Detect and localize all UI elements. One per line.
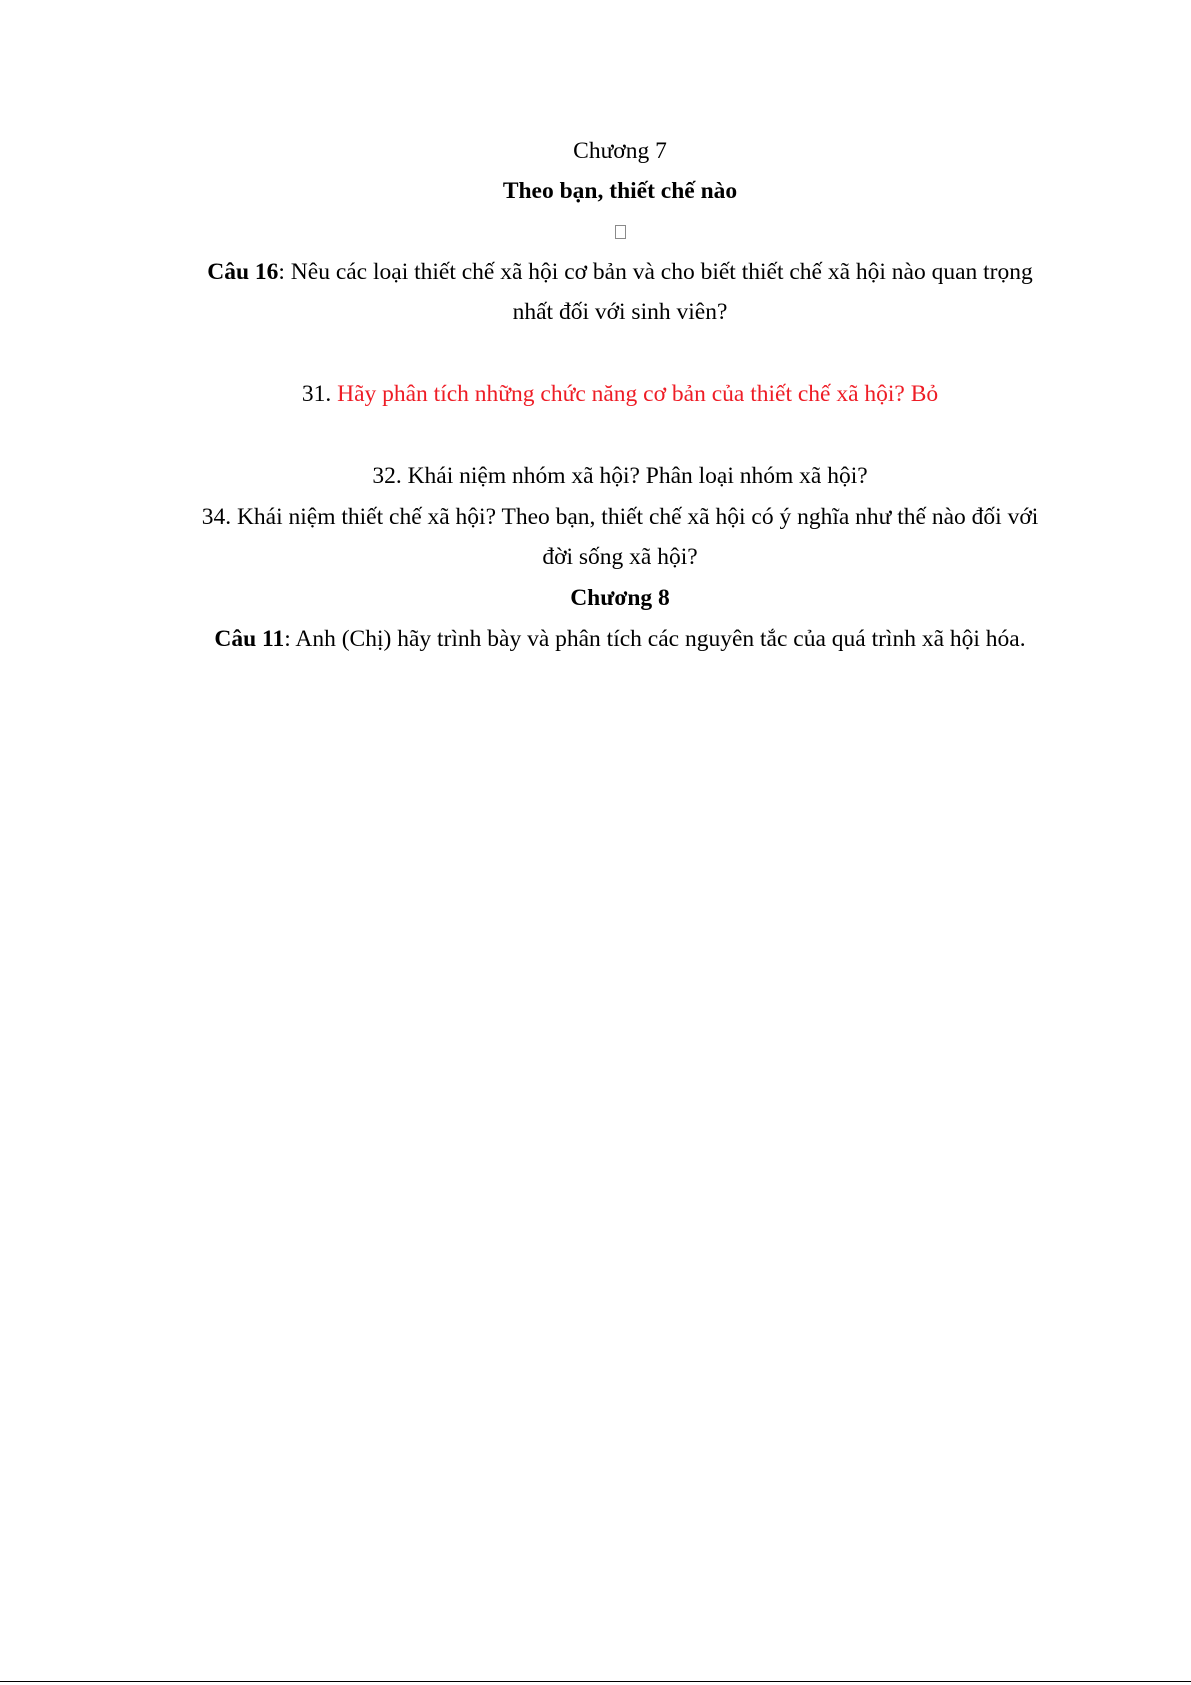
question-cau-16-continued xyxy=(160,291,1080,334)
question-text: : Anh (Chị) hãy trình bày và phân tích các nguyên tắc của quá trình xã hội hóa. xyxy=(284,626,1026,652)
question-text: đời sống xã hội? xyxy=(542,544,698,570)
question-34-continued xyxy=(160,536,1080,579)
question-label: Câu 16 xyxy=(207,259,279,285)
question-32 xyxy=(160,455,1080,498)
question-cau-11 xyxy=(160,618,1080,661)
missing-glyph-icon xyxy=(615,225,626,239)
question-number: 31. xyxy=(301,381,332,407)
question-cau-16 xyxy=(160,251,1080,294)
chapter-7-subheading: Theo bạn, thiết chế nào xyxy=(502,178,738,204)
chapter-7-heading: Chương 7 xyxy=(573,138,667,164)
question-text: 34. Khái niệm thiết chế xã hội? Theo bạn, thiết chế xã hội có ý nghĩa như thế nào đối với xyxy=(201,504,1039,530)
page-bottom-rule xyxy=(0,1681,1191,1682)
missing-glyph-row xyxy=(160,211,1080,254)
question-31 xyxy=(160,373,1080,416)
question-label: Câu 11 xyxy=(214,626,285,652)
question-text-highlighted: Hãy phân tích những chức năng cơ bản của thiết chế xã hội? Bỏ xyxy=(337,381,939,407)
question-34 xyxy=(160,496,1080,539)
question-text: nhất đối với sinh viên? xyxy=(512,299,728,325)
chapter-8-heading: Chương 8 xyxy=(570,585,670,611)
question-text: : Nêu các loại thiết chế xã hội cơ bản và cho biết thiết chế xã hội nào quan trọng xyxy=(278,259,1033,285)
question-text: 32. Khái niệm nhóm xã hội? Phân loại nhóm xã hội? xyxy=(372,463,868,489)
